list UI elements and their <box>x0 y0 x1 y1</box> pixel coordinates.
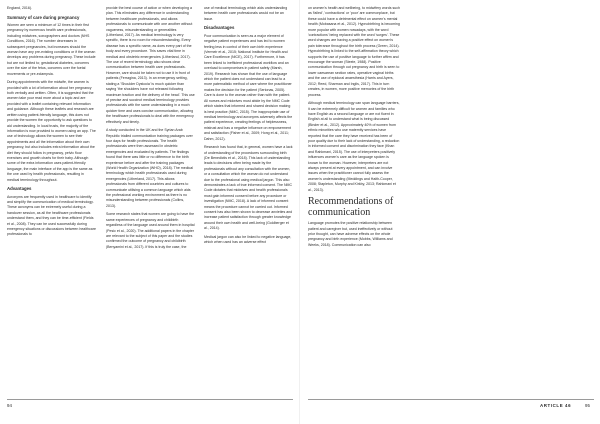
section-heading-disadvantages: Disadvantages <box>204 25 235 31</box>
paragraph: Women are seen a minimum of 12 times in their first pregnancy by numerous health care professionals, including midwives, sonographers and doctors (NHS Conditions, 2016). The number decreases in subsequent pregnancies, but increases should the woman have any pre-existing conditions or if the woman develops any problems during pregnancy. These include but are not limited to; gestational diabetes, concerns over the size of the fetus, concerns over the foetal movements or pre-eclampsia. <box>7 23 96 76</box>
paragraph: Poor communication is seen as a major element of negative patient experiences and has led to women feeling less in control of their own birth experience (Vermeir et al., 2015; National Institute for Health and Care Excellence (NICE), 2017). Furthermore, it has been linked to inefficient professional workflow and an overload to compromises in patient safety (Marsh, 2019). Research has shown that the use of language which the patient does not understand can lead to a more paternalistic method of care where the practitioner makes the decision for the patient (Serionas, 2005). Care is done to the woman rather than with the patient. All nurses and midwives must abide by the NMC Code which states that informed and shared decision making is best practice (NMC, 2015). The inappropriate use of medical terminology and acronyms adversely affects the patient experience, creating feelings of helplessness, mistrust and has a negative influence on empowerment and satisfaction (Fisher et al., 2009; Hong et al., 2011; Dahm, 2012). <box>204 33 293 141</box>
paragraph: on women's health and wellbeing, to midwifery words such as 'failed', 'contractions' or 'poor' are commonplace, but these could have a detrimental effect on women's mental health (Mobasana et al., 2012). Hypnobirthing is becoming more popular with women nowadays, with the word 'contractions' being replaced with the word 'surges'. These word changes are having a positive effect on women's pain tolerance throughout the birth process (Green, 2014). Hypnobirthing is linked to the self-affirmation theory which supports the use of positive language to further affirm and encourage the woman (Steele, 1988). Positive communication through out pregnancy and birth is seen to lower caesarean section rates, operative vaginal births and the use of epidural anaesthesia (Harris and Ayers, 2012; Reed, Sharman and Inglis, 2017). This in turn creates, in women, more positive memories of the birth process. <box>308 6 400 97</box>
paragraph: A study conducted in the UK and the Syrian Arab Republic trialled communication training packages over four days for health professionals. The health professionals were then assessed in obstetric emergencies and evaluated by patients. The findings found that there was little or no difference to the birth experience before and after the training packages (World Health Organization (WHO), 2018). The medical terminology which health professionals used during emergencies (Litherland, 2017). This allows professionals from different countries and cultures to communicate utilising a common language which aids the professional working environment as there is no misunderstanding between professionals (Collins, 2013). <box>106 128 193 208</box>
left-page-column-1 <box>7 6 96 241</box>
section-heading-advantages: Advantages <box>7 186 32 192</box>
paragraph: Although medical terminology can span language barriers, it can be extremely difficult for women and families who have English as a second language or are not fluent in English at all to understand what is being discussed (Binder et al., 2012). Approximately 40% of women from ethnic minorities who use maternity services have reported that the care they have received has been of poor quality due to their lack of understanding, a reduction in informed consent and discrimination they face (Khan and Rahkmani, 2015). The use of interpreters positively influences women's care as the language spoken is known to the woman. However, interpreters are not always present at every appointment, and can involve issues when the practitioner cannot fully assess the women's understanding (Meddings and Haith-Cooper, 2008; Stapleton, Murphy and Kirkby, 2013; Rahkmani et al., 2013). <box>308 101 400 192</box>
paragraph: Research has found that, in general, women have a lack of understanding of the procedures surrounding birth (De Benedictis et al., 2018). This lack of understanding leads to decisions often being made by the professionals without any consultation with the women, or a consultation which the woman do not understand due to the professional using medical jargon. This also demonstrates a lack of true informed consent. The NMC Code dictates that midwives and health professionals must gain informed consent before any procedure or investigation (NMC, 2018). A lack of informed consent means the procedure cannot be carried out. Informed consent has also been shown to decrease anxieties and increase patient satisfaction through greater knowledge around their own health and well-being (Goldberger et al., 2014). <box>204 145 293 231</box>
paragraph: provide the best course of action or when developing a plan. This eliminates any difference in understanding between healthcare professionals, and allows professionals to communicate with one another without vagueness, misunderstanding or generalities (Litherland, 2017). As medical terminology is very specific, there is no room for misunderstanding. Every disease has a specific name, as does every part of the body and every procedure. This saves vital time in medical and obstetric emergencies (Litherland, 2017). The use of recent terminology also shows clear communication between health care professionals. However, care should be taken not to use it in front of patients (Ferragina, 2013). In an emergency setting, stating a 'Shoulder Dystocia' is much quicker than saying 'the shoulders have not released following maximum traction and the delivery of the head'. This use of precise and succinct medical terminology provides professionals with the same understanding in a much quicker time and uses concise communication, allowing the healthcare professionals to deal with the emergency effectively and timely. <box>106 6 195 124</box>
paragraph: Some research states that women are going to have the same experiences of pregnancy and childbirth regardless of the language used around them in hospital (Pesic et al., 2020). The additional papers in the chapter are relevant to the subject of this paper and the studies confirmed the outcome of pregnancy and childbirth (Benyamini et al., 2017). If this is truly the case, the <box>106 212 195 249</box>
page-number: 95 <box>585 403 590 408</box>
left-page-column-2 <box>106 6 195 253</box>
footer-rule <box>308 399 594 400</box>
paragraph: England, 2016). <box>7 6 33 10</box>
paragraph: use of medical terminology which aids understanding between health care professionals would not be an issue. <box>204 6 288 21</box>
footer-rule <box>7 399 293 400</box>
paragraph: During appointments with the midwife, the women is provided with a lot of information about her pregnancy both verbally and written. Often, it is suggested that the women take your read more about a topic and are provided with a leaflet containing relevant information and guidance. Although these leaflets and research are written using patient-friendly language, this does not provide the women the opportunity to ask questions to aid understanding. In local trusts, the majority of the information is now provided to women using an app. The use of technology allows the women to see their appointments and all the information about their own pregnancy, but also includes extra information about the diet they should follow in pregnancy, pelvic floor exercises and growth charts for their baby. Although some of the extra information uses patient-friendly language, the main interface of the app is the same as the one used by health professionals, resulting in medical terminology throughout. <box>7 80 96 182</box>
left-page-column-3 <box>204 6 293 249</box>
paragraph: Language promotes the positive relationship between patient and caregiver but, used ineffectively or without prior thought, can have adverse effects on the whole pregnancy and birth experience (Mobbs, Williams and Weeks, 2018). Communication can also <box>308 221 393 247</box>
section-heading-recommendations: Recommendations of communication <box>308 196 394 219</box>
article-label: ARTICLE 46 <box>540 403 572 408</box>
right-page-column-1 <box>308 6 400 251</box>
paragraph: Acronyms are frequently used in healthcare to identify and simplify the communication of medical terminology. These acronyms can be extremely useful during a handover session, as all the healthcare professionals understand them, and they can be time-efficient (Fields et al., 2008). They can be used successfully during emergency situations or discussions between healthcare professionals to <box>7 194 96 237</box>
section-heading-summary: Summary of care during pregnancy <box>7 14 80 20</box>
page-number: 94 <box>7 403 12 408</box>
paragraph: Medical jargon can also be linked to negative language, which when used has an adverse effect <box>204 234 292 245</box>
right-page <box>300 0 600 424</box>
